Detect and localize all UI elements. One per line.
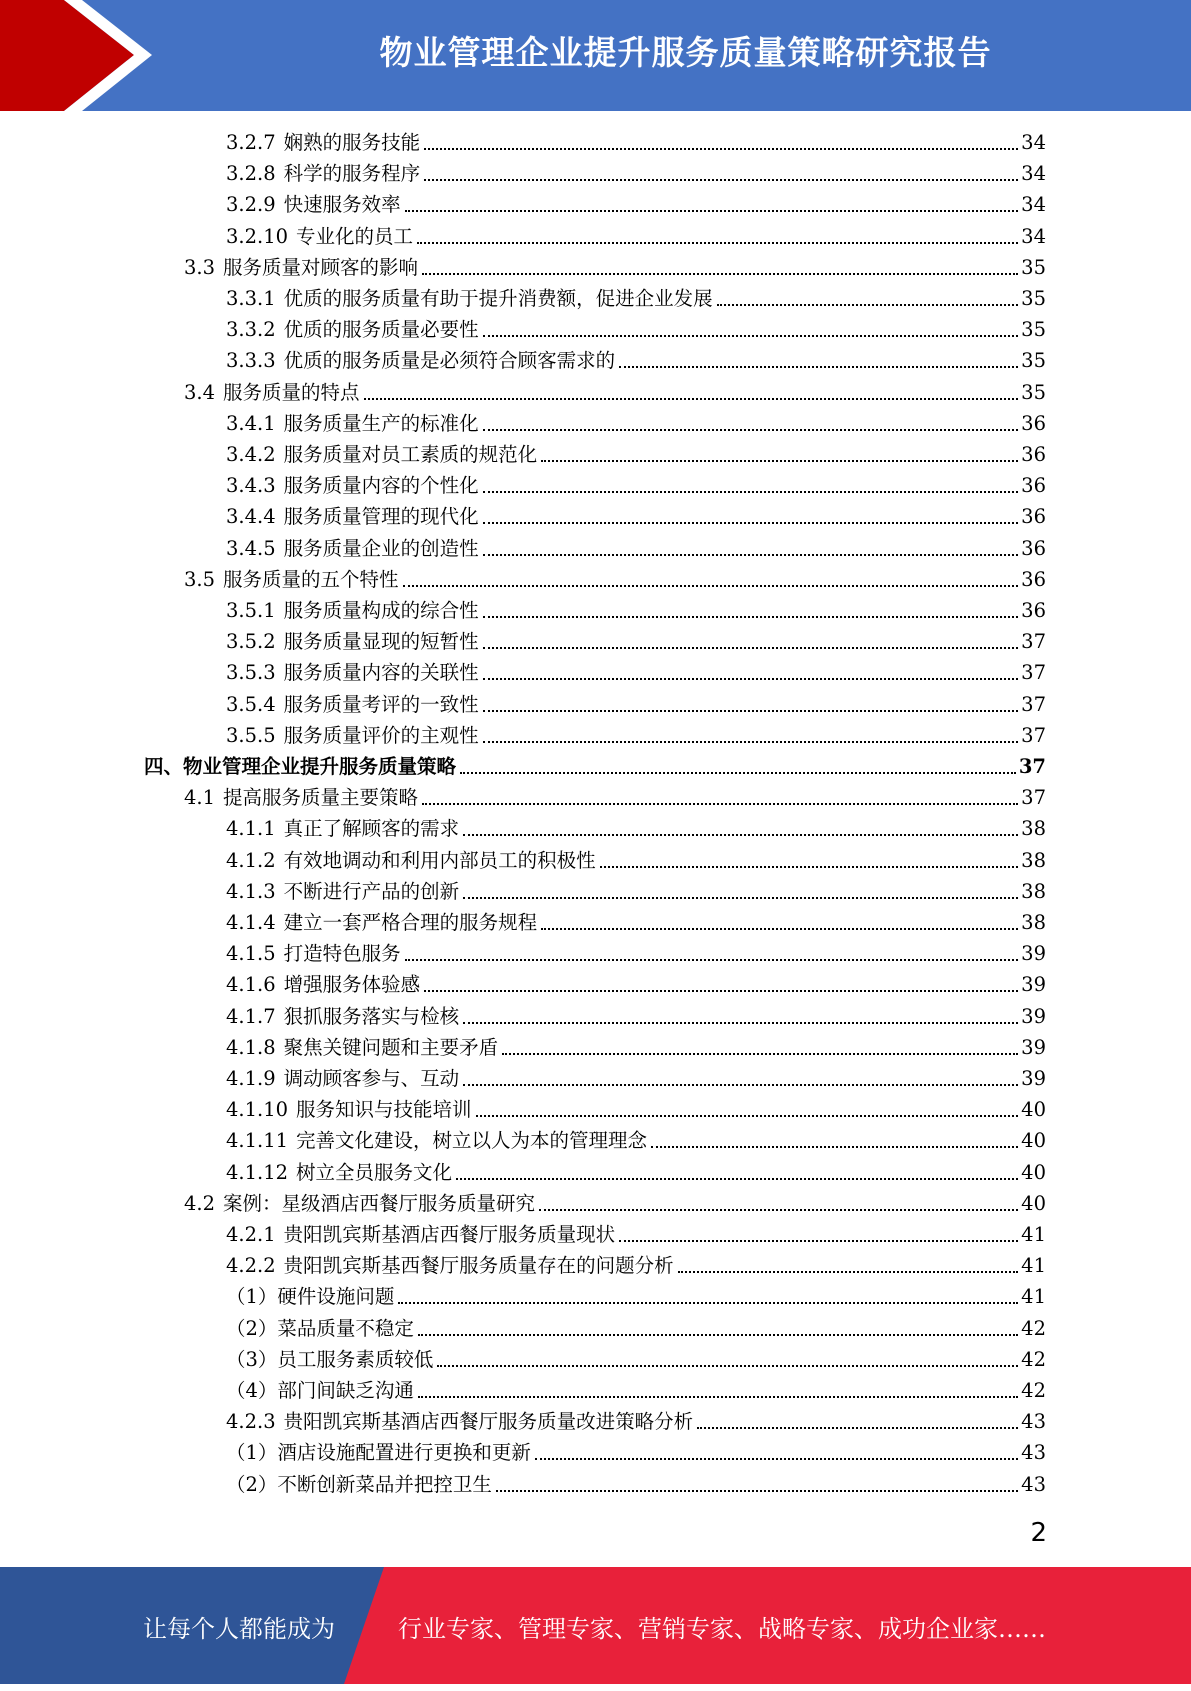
toc-entry-title: 狠抓服务落实与检核: [283, 1004, 460, 1028]
toc-dot-leader: [496, 1490, 1018, 1492]
toc-entry[interactable]: [226, 345, 1046, 376]
toc-entry-number: 4.1: [184, 786, 216, 810]
toc-entry-title: 快速服务效率: [283, 193, 401, 217]
toc-entry-title: 完善文化建设，树立以人为本的管理理念: [296, 1129, 648, 1153]
toc-entry-number: 3.5.2: [226, 630, 276, 654]
toc-entry-number: 4.1.12: [226, 1160, 289, 1184]
toc-dot-leader: [405, 210, 1019, 212]
toc-entry[interactable]: [226, 533, 1046, 564]
toc-entry-page: 36: [1021, 474, 1046, 498]
toc-entry-number: 3.3.3: [226, 349, 276, 373]
toc-entry-page: 43: [1021, 1472, 1046, 1496]
toc-entry-page: 36: [1021, 599, 1046, 622]
toc-entry-title: 优质的服务质量是必须符合顾客需求的: [283, 349, 616, 373]
toc-dot-leader: [483, 335, 1019, 337]
toc-entry-title: （2）不断创新菜品并把控卫生: [226, 1472, 492, 1496]
toc-entry[interactable]: [226, 283, 1046, 314]
toc-entry-title: 案例：星级酒店西餐厅服务质量研究: [223, 1191, 536, 1215]
toc-entry-page: 40: [1021, 1129, 1046, 1153]
toc-entry-page: 42: [1021, 1347, 1046, 1371]
toc-dot-leader: [463, 1022, 1018, 1024]
toc-entry-page: 37: [1021, 723, 1046, 747]
toc-entry-number: 3.4.4: [226, 505, 276, 529]
toc-entry-number: 4.1.3: [226, 879, 276, 903]
toc-entry[interactable]: [226, 501, 1046, 532]
toc-entry[interactable]: [226, 1437, 1046, 1468]
toc-entry-page: 37: [1018, 755, 1046, 778]
toc-entry-page: 36: [1021, 567, 1046, 591]
toc-entry-page: 39: [1021, 1035, 1046, 1059]
toc-entry-title: 科学的服务程序: [283, 162, 421, 186]
toc-dot-leader: [424, 990, 1018, 992]
toc-entry-number: 3.2.8: [226, 162, 276, 186]
toc-entry[interactable]: [226, 720, 1046, 751]
toc-entry-number: 3.4.3: [226, 474, 276, 498]
toc-entry-page: 34: [1021, 224, 1046, 248]
toc-entry-number: 4.1.2: [226, 848, 276, 872]
toc-entry-title: 有效地调动和利用内部员工的积极性: [283, 848, 596, 872]
toc-entry[interactable]: [226, 626, 1046, 657]
toc-entry-page: 37: [1021, 786, 1046, 810]
toc-dot-leader: [456, 1178, 1018, 1180]
toc-entry-title: （3）员工服务素质较低: [226, 1347, 434, 1371]
toc-entry-title: 服务质量对顾客的影响: [223, 255, 419, 279]
toc-entry-page: 38: [1021, 911, 1046, 934]
toc-entry-title: 优质的服务质量必要性: [283, 318, 479, 342]
toc-dot-leader: [483, 554, 1019, 556]
toc-entry-page: 39: [1021, 942, 1046, 966]
toc-entry-number: 4.1.4: [226, 911, 276, 934]
toc-dot-leader: [364, 398, 1019, 400]
toc-dot-leader: [417, 242, 1018, 244]
toc-entry[interactable]: [226, 158, 1046, 189]
toc-entry-title: 调动顾客参与、互动: [283, 1067, 460, 1090]
toc-dot-leader: [483, 710, 1019, 712]
toc-dot-leader: [422, 803, 1018, 805]
toc-entry[interactable]: [226, 938, 1046, 969]
toc-entry[interactable]: [226, 845, 1046, 876]
toc-entry[interactable]: [226, 1281, 1046, 1312]
toc-entry-page: 39: [1021, 973, 1046, 997]
toc-entry-number: 3.4.5: [226, 536, 276, 560]
toc-dot-leader: [437, 1365, 1018, 1367]
toc-dot-leader: [424, 148, 1018, 150]
toc-entry-page: 35: [1021, 349, 1046, 373]
toc-entry[interactable]: [226, 657, 1046, 688]
toc-entry-number: 4.1.7: [226, 1004, 276, 1028]
toc-entry[interactable]: [226, 1157, 1046, 1188]
toc-entry-title: 服务知识与技能培训: [296, 1098, 472, 1122]
toc-dot-leader: [483, 522, 1019, 524]
toc-entry-title: 服务质量管理的现代化: [283, 505, 479, 529]
toc-entry-title: 服务质量生产的标准化: [283, 411, 479, 435]
toc-entry-number: 3.5.3: [226, 661, 276, 685]
toc-entry-page: 39: [1021, 1067, 1046, 1090]
toc-entry-number: 3.5.1: [226, 599, 276, 622]
toc-entry-number: 3.5.5: [226, 723, 276, 747]
toc-dot-leader: [476, 1115, 1019, 1117]
toc-dot-leader: [463, 834, 1018, 836]
toc-entry-page: 35: [1021, 318, 1046, 342]
toc-dot-leader: [418, 1334, 1018, 1336]
toc-entry-page: 38: [1021, 848, 1046, 872]
toc-entry[interactable]: [226, 1063, 1046, 1094]
toc-entry[interactable]: [226, 1375, 1046, 1406]
toc-entry-title: 服务质量的五个特性: [223, 567, 399, 591]
toc-entry-number: 4.1.1: [226, 817, 276, 841]
toc-entry[interactable]: [226, 1032, 1046, 1063]
toc-entry-title: （2）菜品质量不稳定: [226, 1316, 414, 1340]
toc-entry-number: 3.5.4: [226, 692, 276, 716]
toc-dot-leader: [535, 1458, 1018, 1460]
toc-dot-leader: [418, 1396, 1018, 1398]
toc-entry-page: 42: [1021, 1379, 1046, 1402]
toc-entry[interactable]: [226, 1406, 1046, 1437]
toc-entry-page: 36: [1021, 505, 1046, 529]
toc-entry-number: 4.1.8: [226, 1035, 276, 1059]
toc-entry-title: 服务质量显现的短暂性: [283, 630, 479, 654]
toc-entry-title: 打造特色服务: [283, 942, 401, 966]
toc-dot-leader: [539, 1209, 1018, 1211]
toc-entry-page: 40: [1021, 1191, 1046, 1215]
toc-dot-leader: [619, 366, 1018, 368]
toc-entry-page: 38: [1021, 879, 1046, 903]
toc-entry-number: 3.4.2: [226, 443, 276, 466]
toc-dot-leader: [460, 772, 1016, 774]
toc-dot-leader: [463, 897, 1018, 899]
toc-entry-title: 娴熟的服务技能: [283, 131, 421, 154]
toc-entry-title: 四、物业管理企业提升服务质量策略: [144, 755, 457, 778]
toc-dot-leader: [483, 647, 1019, 649]
toc-entry-page: 37: [1021, 661, 1046, 685]
toc-entry[interactable]: [226, 813, 1046, 844]
toc-entry[interactable]: [226, 876, 1046, 907]
toc-entry[interactable]: [226, 127, 1046, 158]
toc-entry-page: 34: [1021, 131, 1046, 154]
toc-entry[interactable]: [226, 1125, 1046, 1156]
toc-entry-page: 37: [1021, 692, 1046, 716]
toc-entry-page: 41: [1021, 1223, 1046, 1246]
toc-entry-number: 4.2: [184, 1191, 216, 1215]
toc-entry[interactable]: [226, 1219, 1046, 1250]
toc-dot-leader: [717, 304, 1019, 306]
toc-entry-title: 建立一套严格合理的服务规程: [283, 911, 538, 934]
toc-entry-page: 36: [1021, 443, 1046, 466]
toc-entry[interactable]: [184, 782, 1046, 813]
document-title: 物业管理企业提升服务质量策略研究报告: [379, 33, 992, 72]
toc-entry-title: 增强服务体验感: [283, 973, 421, 997]
toc-dot-leader: [483, 429, 1019, 431]
toc-entry[interactable]: [226, 314, 1046, 345]
toc-dot-leader: [541, 928, 1018, 930]
toc-entry-page: 35: [1021, 287, 1046, 310]
toc-entry-title: 服务质量对员工素质的规范化: [283, 443, 538, 466]
toc-entry-title: 贵阳凯宾斯基西餐厅服务质量存在的问题分析: [283, 1254, 674, 1278]
toc-entry-title: （1）酒店设施配置进行更换和更新: [226, 1441, 531, 1465]
toc-entry-number: 4.1.11: [226, 1129, 289, 1153]
toc-entry-title: 服务质量内容的关联性: [283, 661, 479, 685]
footer-slogan-right: 行业专家、管理专家、营销专家、战略专家、成功企业家……: [398, 1615, 1046, 1643]
toc-dot-leader: [424, 179, 1018, 181]
toc-entry[interactable]: [184, 564, 1046, 595]
toc-entry-page: 37: [1021, 630, 1046, 654]
toc-entry-title: 真正了解顾客的需求: [283, 817, 460, 841]
toc-entry[interactable]: [184, 1188, 1046, 1219]
toc-entry-number: 3.4: [184, 380, 216, 404]
toc-entry-number: 4.1.6: [226, 973, 276, 997]
toc-dot-leader: [405, 959, 1019, 961]
toc-entry-page: 39: [1021, 1004, 1046, 1028]
toc-dot-leader: [483, 741, 1019, 743]
toc-entry-number: 4.1.5: [226, 942, 276, 966]
toc-dot-leader: [422, 273, 1018, 275]
toc-dot-leader: [600, 866, 1019, 868]
toc-entry-number: 3.5: [184, 567, 216, 591]
toc-dot-leader: [502, 1053, 1018, 1055]
toc-entry-page: 43: [1021, 1441, 1046, 1465]
toc-dot-leader: [403, 585, 1019, 587]
toc-entry-page: 34: [1021, 193, 1046, 217]
toc-entry-number: 3.2.10: [226, 224, 289, 248]
toc-entry-page: 40: [1021, 1160, 1046, 1184]
toc-entry-title: 服务质量企业的创造性: [283, 536, 479, 560]
toc-entry-page: 35: [1021, 255, 1046, 279]
toc-entry[interactable]: [226, 1094, 1046, 1125]
toc-entry-title: 服务质量内容的个性化: [283, 474, 479, 498]
footer-slogan-left: 让每个人都能成为: [143, 1615, 335, 1643]
toc-entry-page: 35: [1021, 380, 1046, 404]
toc-entry-title: （4）部门间缺乏沟通: [226, 1379, 414, 1402]
toc-entry-number: 3.2.7: [226, 131, 276, 154]
toc-entry-title: 服务质量的特点: [223, 380, 360, 404]
toc-entry-title: 聚焦关键问题和主要矛盾: [283, 1035, 499, 1059]
toc-dot-leader: [541, 460, 1018, 462]
toc-entry[interactable]: [226, 907, 1046, 938]
toc-dot-leader: [398, 1302, 1018, 1304]
toc-entry-number: 3.2.9: [226, 193, 276, 217]
toc-dot-leader: [619, 1240, 1018, 1242]
toc-entry[interactable]: [226, 221, 1046, 252]
toc-entry-title: 树立全员服务文化: [296, 1160, 453, 1184]
toc-entry-title: 优质的服务质量有助于提升消费额，促进企业发展: [283, 287, 713, 310]
toc-entry[interactable]: [226, 1469, 1046, 1500]
toc-entry[interactable]: [226, 969, 1046, 1000]
toc-entry[interactable]: [184, 377, 1046, 408]
toc-dot-leader: [483, 678, 1019, 680]
toc-entry-number: 3.4.1: [226, 411, 276, 435]
toc-entry-title: （1）硬件设施问题: [226, 1285, 395, 1309]
toc-dot-leader: [697, 1427, 1018, 1429]
toc-entry-number: 4.2.3: [226, 1410, 276, 1434]
toc-entry-title: 服务质量考评的一致性: [283, 692, 479, 716]
toc-entry-number: 3.3.2: [226, 318, 276, 342]
toc-entry-page: 40: [1021, 1098, 1046, 1122]
toc-entry-title: 贵阳凯宾斯基酒店西餐厅服务质量改进策略分析: [283, 1410, 694, 1434]
toc-entry-page: 41: [1021, 1285, 1046, 1309]
toc-entry-page: 34: [1021, 162, 1046, 186]
toc-entry[interactable]: [184, 252, 1046, 283]
toc-entry-number: 3.3.1: [226, 287, 276, 310]
toc-entry-title: 不断进行产品的创新: [283, 879, 460, 903]
toc-entry-number: 4.2.2: [226, 1254, 276, 1278]
toc-entry-title: 服务质量构成的综合性: [283, 599, 479, 622]
toc-entry[interactable]: [226, 470, 1046, 501]
toc-entry[interactable]: [226, 1313, 1046, 1344]
toc-entry-number: 3.3: [184, 255, 216, 279]
page-footer: [0, 1567, 1191, 1684]
toc-entry-page: 38: [1021, 817, 1046, 841]
toc-entry-title: 服务质量评价的主观性: [283, 723, 479, 747]
toc-entry-page: 41: [1021, 1254, 1046, 1278]
toc-dot-leader: [483, 616, 1019, 618]
toc-entry-title: 提高服务质量主要策略: [223, 786, 419, 810]
page-header: [0, 0, 1191, 111]
toc-entry[interactable]: [226, 1250, 1046, 1281]
toc-entry[interactable]: [226, 595, 1046, 626]
toc-entry-number: 4.1.10: [226, 1098, 289, 1122]
toc-entry-number: 4.2.1: [226, 1223, 276, 1246]
toc-entry[interactable]: [144, 751, 1046, 782]
toc-entry[interactable]: [226, 689, 1046, 720]
toc-dot-leader: [651, 1146, 1018, 1148]
toc-entry[interactable]: [226, 189, 1046, 220]
toc-entry-title: 贵阳凯宾斯基酒店西餐厅服务质量现状: [283, 1223, 616, 1246]
toc-entry-page: 43: [1021, 1410, 1046, 1434]
toc-entry-page: 36: [1021, 536, 1046, 560]
toc-entry[interactable]: [226, 1344, 1046, 1375]
toc-entry-title: 专业化的员工: [296, 224, 414, 248]
toc-dot-leader: [483, 491, 1019, 493]
toc-dot-leader: [678, 1271, 1019, 1273]
toc-entry[interactable]: [226, 408, 1046, 439]
page-number: 2: [1030, 1518, 1047, 1548]
toc-entry[interactable]: [226, 439, 1046, 470]
toc-entry-page: 36: [1021, 411, 1046, 435]
toc-entry-page: 42: [1021, 1316, 1046, 1340]
toc-entry[interactable]: [226, 1001, 1046, 1032]
toc-entry-number: 4.1.9: [226, 1067, 276, 1090]
toc-dot-leader: [463, 1084, 1018, 1086]
